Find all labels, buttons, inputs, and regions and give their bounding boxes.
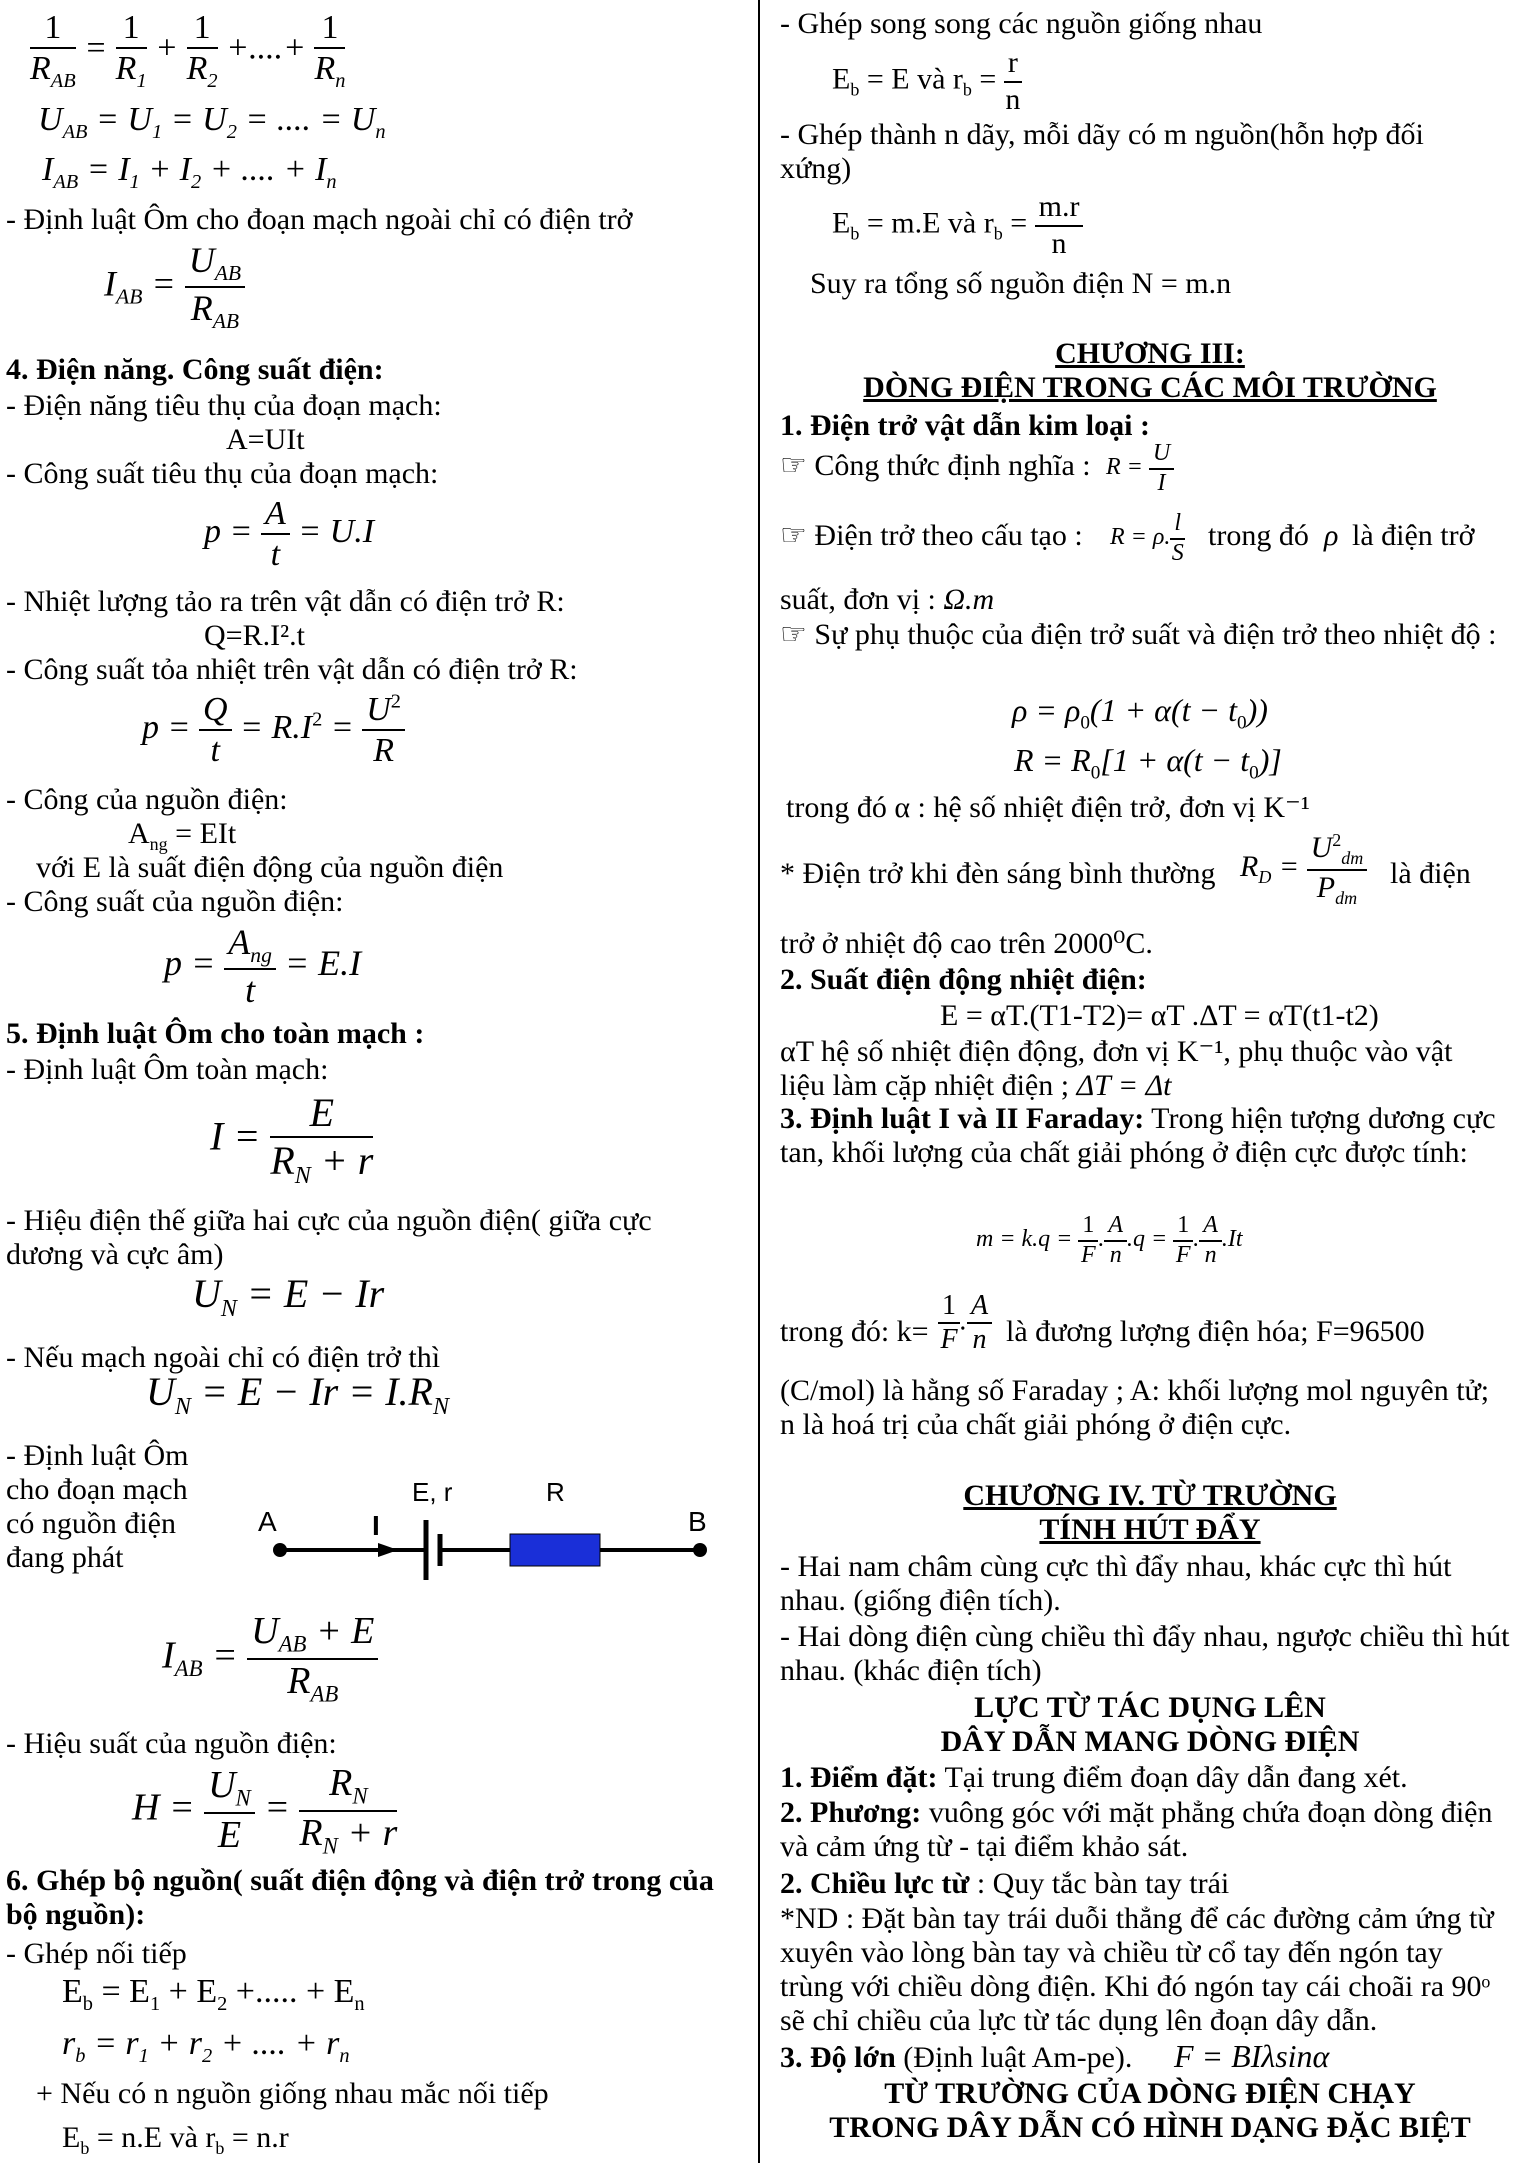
formula-lamp-resistance: $R_D$ = $\frac{U^2_{dm}}{P_{dm}}$	[1240, 830, 1367, 908]
rho-symbol: ρ	[1324, 519, 1339, 552]
point-application-text: Tại trung điểm đoạn dây dẫn đang xét.	[937, 1761, 1408, 1794]
formula-ohm-outer: $I_{AB}$ = $\frac{U_{AB}}{R_{AB}}$	[104, 240, 245, 334]
magnets-text: - Hai nam châm cùng cực thì đẩy nhau, khác cực thì hút nhau. (giống điện tích).	[780, 1550, 1452, 1617]
hand-pointer-icon: ☞	[780, 618, 807, 651]
total-text: Suy ra tổng số nguồn điện N = m.n	[810, 267, 1232, 300]
ohm-segment-text-1: - Định luật Ôm	[6, 1439, 189, 1472]
source-power-text: - Công suất của nguồn điện:	[6, 885, 344, 918]
circuit-label-i: I	[372, 1510, 380, 1541]
circuit-label-b: B	[688, 1506, 707, 1537]
energy-formula: A=UIt	[226, 423, 305, 456]
formula-faraday: m = k.q = $\frac{1}{F}$ . $\frac{A}{n}$ .q = $\frac{1}{F}$ . $\frac{A}{n}$ .It	[976, 1212, 1243, 1268]
faraday-note-a: trong đó: k=	[780, 1315, 929, 1348]
thermo-note-a: αT hệ số nhiệt điện động, đơn vị K⁻¹, phụ thuộc vào vật	[780, 1035, 1453, 1068]
circuit-label-a: A	[258, 1506, 277, 1537]
column-divider	[758, 0, 760, 2163]
formula-parallel-voltage: $U_{AB} = U_1 = U_2$ = .... = $U_n$	[38, 101, 386, 143]
formula-series-e: $E_b = E_1 + E_2$ +..... + $E_n$	[62, 1973, 365, 2015]
faraday-note-b: là đương lượng điện hóa; F=96500	[1006, 1315, 1425, 1348]
ohm-outer-text: - Định luật Ôm cho đoạn mạch ngoài chỉ có điện trở	[6, 203, 633, 236]
ohm-segment-text-2: cho đoạn mạch	[6, 1473, 188, 1506]
lamp-text-2: là điện	[1390, 857, 1471, 890]
formula-parallel-source: $E_b = E$ và $r_b$ = $\frac{r}{n}$	[832, 46, 1021, 116]
power-text: - Công suất tiêu thụ của đoạn mạch:	[6, 457, 439, 490]
definition-text: Công thức định nghĩa :	[814, 449, 1091, 482]
chapter4-title-b: TÍNH HÚT ĐẨY	[1039, 1513, 1261, 1546]
temperature-line	[780, 618, 1510, 652]
only-r-text: - Nếu mạch ngoài chỉ có điện trở thì	[6, 1341, 441, 1374]
formula-r-temperature: $R = R_0[1 + \alpha(t - t_0)]$	[1014, 742, 1282, 784]
left-hand-rule: *ND : Đặt bàn tay trái duỗi thẳng để các đường cảm ứng từ xuyên vào lòng bàn tay và chiều từ cổ tay đến ngón tay trùng với chiều dòng điện. Khi đó ngón tay cái choãi ra 90ᵒ sẽ chỉ chiều của lực từ tác dụng lên đoạn dây dẫn.	[780, 1902, 1494, 2037]
node-b	[693, 1543, 707, 1557]
formula-thermo-emf: E = αT.(T1-T2)= αT .ΔT = αT(t1-t2)	[940, 999, 1379, 1032]
series-n-text: + Nếu có n nguồn giống nhau mắc nối tiếp	[36, 2077, 549, 2110]
magnitude-label: 3. Độ lớn	[780, 2041, 896, 2074]
resistor-r	[510, 1534, 600, 1566]
ohm-segment-text-3: có nguồn điện	[6, 1507, 176, 1540]
mixed-text: - Ghép thành n dãy, mỗi dãy có m nguồn(hỗn hợp đối xứng)	[780, 118, 1424, 185]
structure-text: Điện trở theo cấu tạo :	[814, 519, 1083, 552]
formula-full-ohm: I = $\frac{E}{R_N + r}$	[210, 1090, 374, 1189]
unit-line: suất, đơn vị : Ω.m	[780, 583, 995, 616]
formula-only-r: $U_N = E - Ir = I.R_N$	[146, 1369, 449, 1420]
formula-terminal-voltage: $U_N = E - Ir$	[192, 1271, 385, 1322]
force-sense-label: 2. Chiều lực từ	[780, 1867, 970, 1900]
source-work-formula: $A_{ng}$ = EIt	[128, 817, 237, 854]
structure-text-3: là điện trở	[1352, 519, 1475, 552]
formula-rho-temperature: $\rho = \rho_0(1 + \alpha(t - t_0))$	[1012, 692, 1268, 734]
faraday-heading: 3. Định luật I và II Faraday:	[780, 1102, 1145, 1135]
formula-parallel-current: $I_{AB} = I_1 + I_2$ + .... + $I_n$	[42, 151, 337, 193]
energy-text: - Điện năng tiêu thụ của đoạn mạch:	[6, 389, 442, 422]
current-arrow	[378, 1543, 398, 1557]
field-title-a: TỪ TRƯỜNG CỦA DÒNG ĐIỆN CHẠY	[884, 2077, 1416, 2110]
formula-parallel-resistance: $\frac{1}{R_{AB}}$ = $\frac{1}{R_1}$ + $\frac{1}{R_2}$ +....+ $\frac{1}{R_n}$	[30, 9, 346, 92]
metal-resistance-heading: 1. Điện trở vật dẫn kim loại :	[780, 409, 1150, 442]
chapter4-title-a: CHƯƠNG IV. TỪ TRƯỜNG	[963, 1479, 1337, 1512]
heat-power-text: - Công suất tỏa nhiệt trên vật dẫn có điện trở R:	[6, 653, 578, 686]
parallel-text: - Ghép song song các nguồn giống nhau	[780, 7, 1263, 40]
ohm-segment-text-4: đang phát	[6, 1541, 124, 1574]
heat-formula: Q=R.I².t	[204, 619, 305, 652]
source-work-note: với E là suất điện động của nguồn điện	[36, 851, 504, 884]
heading-6: 6. Ghép bộ nguồn( suất điện động và điện trở trong của bộ nguồn):	[6, 1864, 714, 1931]
unit-text: suất, đơn vị :	[780, 583, 936, 616]
force-title-b: DÂY DẪN MANG DÒNG ĐIỆN	[940, 1725, 1360, 1758]
magnitude-text: (Định luật Am-pe).	[895, 2041, 1133, 2074]
direction-label: 2. Phương:	[780, 1796, 922, 1829]
point-application	[780, 1760, 1408, 1796]
formula-efficiency: H = $\frac{U_N}{E}$ = $\frac{R_N}{R_N + r}$	[132, 1762, 398, 1859]
source-work-text: - Công của nguồn điện:	[6, 783, 288, 816]
node-a	[273, 1543, 287, 1557]
formula-heat-power: p = $\frac{Q}{t}$ = $R.I^2$ = $\frac{U^2}{R}$	[142, 690, 405, 770]
hand-pointer-icon: ☞	[780, 519, 807, 552]
formula-r-definition: R = $\frac{U}{I}$	[1106, 440, 1174, 497]
formula-r-structure: R = ρ. $\frac{l}{S}$	[1110, 510, 1184, 566]
alpha-note: trong đó α : hệ số nhiệt điện trở, đơn vị K⁻¹	[786, 791, 1310, 824]
direction-line	[780, 1796, 1510, 1864]
heading-5: 5. Định luật Ôm cho toàn mạch :	[6, 1017, 425, 1050]
circuit-diagram	[250, 1470, 730, 1580]
magnitude-line	[780, 2040, 1132, 2076]
terminal-voltage-text: - Hiệu điện thế giữa hai cực của nguồn điện( giữa cực dương và cực âm)	[6, 1204, 652, 1271]
point-application-label: 1. Điểm đặt:	[780, 1761, 938, 1794]
efficiency-text: - Hiệu suất của nguồn điện:	[6, 1727, 337, 1760]
force-title-a: LỰC TỪ TÁC DỤNG LÊN	[974, 1691, 1326, 1724]
formula-source-power: p = $\frac{A_{ng}}{t}$ = E.I	[164, 922, 362, 1011]
circuit-label-r: R	[546, 1477, 565, 1507]
force-sense-text: : Quy tắc bàn tay trái	[969, 1867, 1230, 1900]
lamp-text-1: * Điện trở khi đèn sáng bình thường	[780, 857, 1216, 890]
hand-pointer-icon: ☞	[780, 449, 807, 482]
force-sense-line	[780, 1866, 1229, 1902]
field-title-b: TRONG DÂY DẪN CÓ HÌNH DẠNG ĐẶC BIỆT	[829, 2111, 1471, 2144]
thermo-note-b: liệu làm cặp nhiệt điện ; ΔT = Δt	[780, 1069, 1172, 1102]
faraday-text: Trong hiện tượng dương cực tan, khối lượng của chất giải phóng ở điện cực được tính:	[780, 1102, 1496, 1169]
lamp-text-3: trở ở nhiệt độ cao trên 2000⁰C.	[780, 927, 1153, 960]
faraday-note-c: (C/mol) là hằng số Faraday ; A: khối lượng mol nguyên tử; n là hoá trị của chất giải phóng ở điện cực.	[780, 1374, 1490, 1441]
direction-text: vuông góc với mặt phẳng chứa đoạn dòng điện và cảm ứng từ - tại điểm khảo sát.	[780, 1796, 1493, 1863]
structure-text-2: trong đó	[1208, 519, 1309, 552]
faraday-paragraph	[780, 1102, 1510, 1170]
formula-series-n: $E_b = n.E$ và $r_b = n.r$	[62, 2121, 289, 2158]
chapter3-title-b: DÒNG ĐIỆN TRONG CÁC MÔI TRƯỜNG	[863, 371, 1437, 404]
formula-k: $\frac{1}{F}$ . $\frac{A}{n}$	[938, 1290, 992, 1356]
thermo-note-b-text: liệu làm cặp nhiệt điện ;	[780, 1069, 1070, 1102]
currents-text: - Hai dòng điện cùng chiều thì đẩy nhau, ngược chiều thì hút nhau. (khác điện tích)	[780, 1620, 1510, 1687]
formula-ohm-segment: $I_{AB}$ = $\frac{U_{AB} + E}{R_{AB}}$	[162, 1610, 378, 1708]
structure-line	[780, 518, 1083, 554]
definition-line	[780, 448, 1091, 484]
formula-ampere: F = BIλsinα	[1174, 2038, 1330, 2074]
series-text: - Ghép nối tiếp	[6, 1937, 187, 1970]
full-ohm-text: - Định luật Ôm toàn mạch:	[6, 1053, 329, 1086]
circuit-label-er: E, r	[412, 1477, 453, 1507]
formula-mixed-source: $E_b = m.E$ và $r_b$ = $\frac{m.r}{n}$	[832, 190, 1083, 261]
formula-power: p = $\frac{A}{t}$ = U.I	[204, 495, 375, 574]
chapter3-title-a: CHƯƠNG III:	[1055, 337, 1245, 370]
heat-text: - Nhiệt lượng tảo ra trên vật dẫn có điện trở R:	[6, 585, 565, 618]
formula-series-r: $r_b = r_1 + r_2$ + .... + $r_n$	[62, 2025, 350, 2067]
thermo-emf-heading: 2. Suất điện động nhiệt điện:	[780, 963, 1147, 996]
temperature-text: Sự phụ thuộc của điện trở suất và điện trở theo nhiệt độ :	[814, 618, 1497, 651]
heading-4: 4. Điện năng. Công suất điện:	[6, 353, 384, 386]
